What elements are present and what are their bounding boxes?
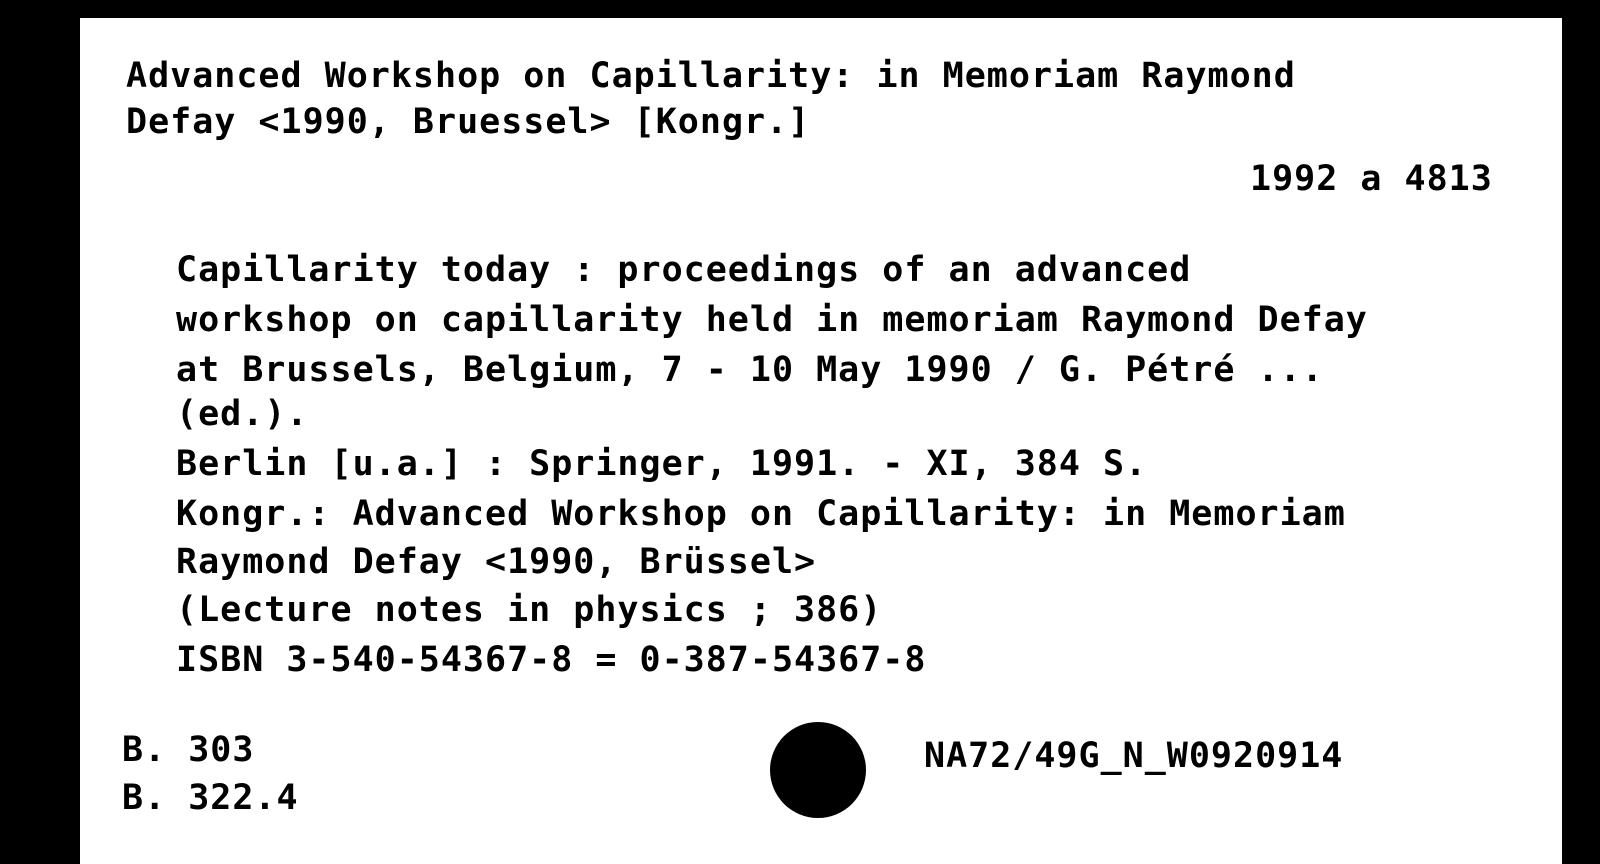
heading-line-2: Defay <1990, Bruessel> [Kongr.] <box>126 102 811 142</box>
heading-line-1: Advanced Workshop on Capillarity: in Memoriam Raymond <box>126 56 1296 96</box>
congress-line-1: Kongr.: Advanced Workshop on Capillarity: in Memoriam <box>176 494 1346 534</box>
imprint-line: Berlin [u.a.] : Springer, 1991. - XI, 384 S. <box>176 444 1148 484</box>
catalog-card <box>80 18 1562 864</box>
title-line-4: (ed.). <box>176 394 309 434</box>
congress-line-2: Raymond Defay <1990, Brüssel> <box>176 542 817 582</box>
title-line-1: Capillarity today : proceedings of an advanced <box>176 250 1192 290</box>
title-line-2: workshop on capillarity held in memoriam Raymond Defay <box>176 300 1368 340</box>
accession-number: 1992 a 4813 <box>1250 159 1493 199</box>
film-code: NA72/49G_N_W0920914 <box>924 736 1344 776</box>
series-line: (Lecture notes in physics ; 386) <box>176 590 883 630</box>
shelf-mark-1: B. 303 <box>122 730 255 770</box>
shelf-mark-2: B. 322.4 <box>122 778 299 818</box>
title-line-3: at Brussels, Belgium, 7 - 10 May 1990 / G. Pétré ... <box>176 350 1324 390</box>
punch-hole <box>770 722 866 818</box>
isbn-line: ISBN 3-540-54367-8 = 0-387-54367-8 <box>176 640 927 680</box>
